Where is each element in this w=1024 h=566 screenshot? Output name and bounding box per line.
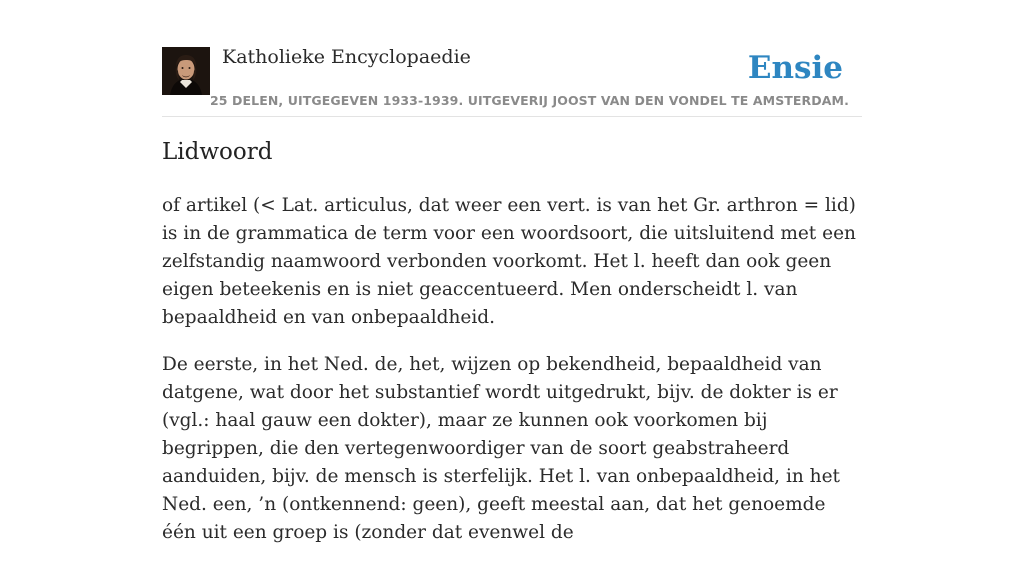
brand-logo[interactable]: Ensie	[747, 50, 843, 86]
portrait-avatar-icon[interactable]	[162, 47, 210, 95]
article-paragraph: De eerste, in het Ned. de, het, wijzen op bekendheid, bepaaldheid van datgene, wat door het substantief wordt uitgedrukt, bijv. de dokter is er (vgl.: haal gauw een dokter), maar ze kunnen ook voorkomen bij begrippen, die den vertegenwoordiger van de soort geabstraheerd aanduiden, bijv. de mensch is sterfelijk. Het l. van onbepaaldheid, in het Ned. een, ’n (ontkennend: geen), geeft meestal aan, dat het genoemde één uit een groep is (zonder dat evenwel de	[162, 354, 840, 543]
page-title: Lidwoord	[162, 139, 273, 165]
source-subtitle: 25 DELEN, UITGEGEVEN 1933-1939. UITGEVERIJ JOOST VAN DEN VONDEL TE AMSTERDAM.	[210, 93, 849, 108]
article-body	[162, 192, 862, 566]
header	[162, 46, 862, 117]
portrait-avatar-svg	[162, 47, 210, 95]
source-title[interactable]: Katholieke Encyclopaedie	[222, 46, 471, 68]
article-paragraph: of artikel (< Lat. articulus, dat weer een vert. is van het Gr. arthron = lid) is in de grammatica de term voor een woordsoort, die uitsluitend met een zelfstandig naamwoord verbonden voorkomt. Het l. heeft dan ook geen eigen beteekenis en is niet geaccentueerd. Men onderscheidt l. van bepaaldheid en van onbepaaldheid.	[162, 195, 856, 328]
